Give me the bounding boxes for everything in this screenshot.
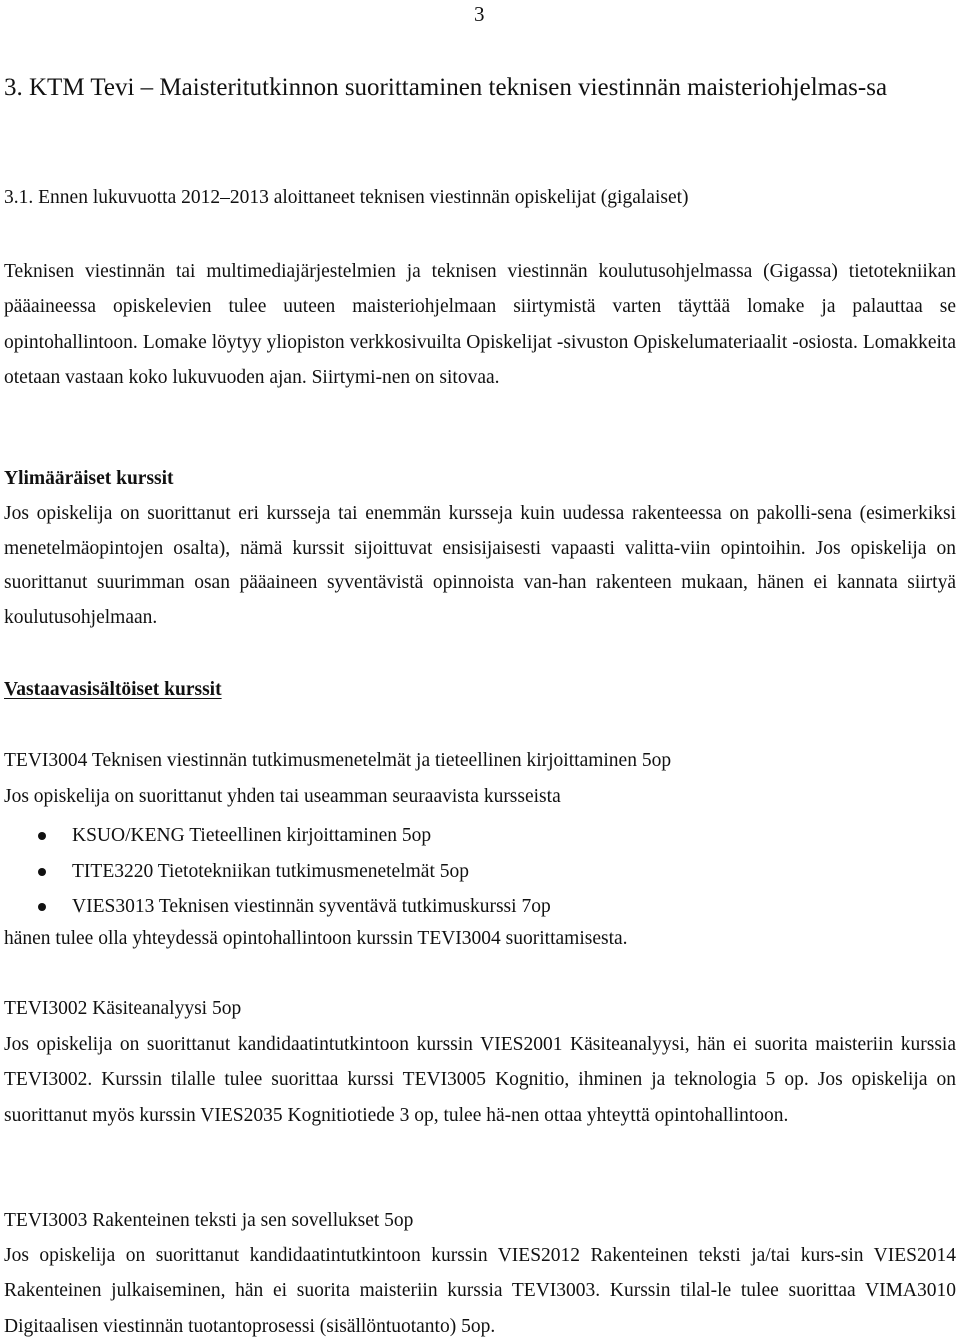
course-title-tevi3004: TEVI3004 Teknisen viestinnän tutkimusmenetelmät ja tieteellinen kirjoittaminen 5op (4, 750, 672, 771)
bullet-list (0, 818, 551, 925)
course-title-tevi3003: TEVI3003 Rakenteinen teksti ja sen sovellukset 5op (4, 1210, 414, 1231)
list-item (0, 818, 551, 854)
extra-courses-title: Ylimääräiset kurssit (4, 468, 174, 489)
intro-paragraph: Teknisen viestinnän tai multimediajärjestelmien ja teknisen viestinnän koulutusohjelmassa (Gigassa) tietotekniikan pääaineessa opiskelevien tulee uuteen maisteriohjelmaan siirtymistä varten täyttää lomake ja palauttaa se opintohallintoon. Lomake löytyy yliopiston verkkosivuilta Opiskelijat -sivuston Opiskelumateriaalit -osiosta. Lomakkeita otetaan vastaan koko lukuvuoden ajan. Siirtymi-nen on sitovaa. (4, 261, 956, 389)
course-text-tevi3003: Jos opiskelija on suorittanut kandidaatintutkintoon kurssin VIES2012 Rakenteinen teksti ja/tai kurs-sin VIES2014 Rakenteinen julkaiseminen, hän ei suorita maisteriin kurssia TEVI3003. Kurssin tilal-le tulee suorittaa VIMA3010 Digitaalisen viestinnän tuotantoprosessi (sisällöntuotanto) 5op. (4, 1245, 956, 1337)
list-item (0, 854, 551, 890)
list-item-label: VIES3013 Teknisen viestinnän syventävä tutkimuskurssi 7op (72, 896, 551, 917)
list-item-label: KSUO/KENG Tieteellinen kirjoittaminen 5op (72, 825, 432, 846)
extra-courses-paragraph: Jos opiskelija on suorittanut eri kursseja tai enemmän kursseja kuin uudessa rakenteessa on pakolli-sena (esimerkiksi menetelmäopintojen osalta), nämä kurssit sijoittuvat ensisijaisesti vapaasti valitta-viin opintoihin. Jos opiskelija on suorittanut suurimman osan pääaineen syventävistä opinnoista van-han rakenteen mukaan, hänen ei kannata siirtyä koulutusohjelmaan. (4, 503, 956, 628)
course-text-tevi3002: Jos opiskelija on suorittanut kandidaatintutkintoon kurssin VIES2001 Käsiteanalyysi, hän ei suorita maisteriin kurssia TEVI3002. Kurssin tilalle tulee suorittaa kurssi TEVI3005 Kognitio, ihminen ja teknologia 5 op. Jos opiskelija on suorittanut myös kurssin VIES2035 Kognitiotiede 3 op, tulee hä-nen ottaa yhteyttä opintohallintoon. (4, 1034, 956, 1126)
course-intro-tevi3004: Jos opiskelija on suorittanut yhden tai useamman seuraavista kursseista (4, 786, 561, 807)
bullet-icon (38, 903, 46, 911)
course-title-tevi3002: TEVI3002 Käsiteanalyysi 5op (4, 998, 242, 1019)
main-heading: 3. KTM Tevi – Maisteritutkinnon suorittaminen teknisen viestinnän maisteriohjelmas-sa (4, 74, 888, 101)
bullet-icon (38, 832, 46, 840)
list-item (0, 889, 551, 925)
list-item-label: TITE3220 Tietotekniikan tutkimusmenetelmät 5op (72, 860, 469, 882)
equivalent-courses-title: Vastaavasisältöiset kurssit (4, 679, 222, 700)
section-heading: 3.1. Ennen lukuvuotta 2012–2013 aloittaneet teknisen viestinnän opiskelijat (gigalaiset) (4, 187, 689, 208)
page-number: 3 (474, 2, 485, 26)
course-outro-tevi3004: hänen tulee olla yhteydessä opintohallintoon kurssin TEVI3004 suorittamisesta. (4, 928, 628, 949)
bullet-icon (38, 868, 46, 876)
